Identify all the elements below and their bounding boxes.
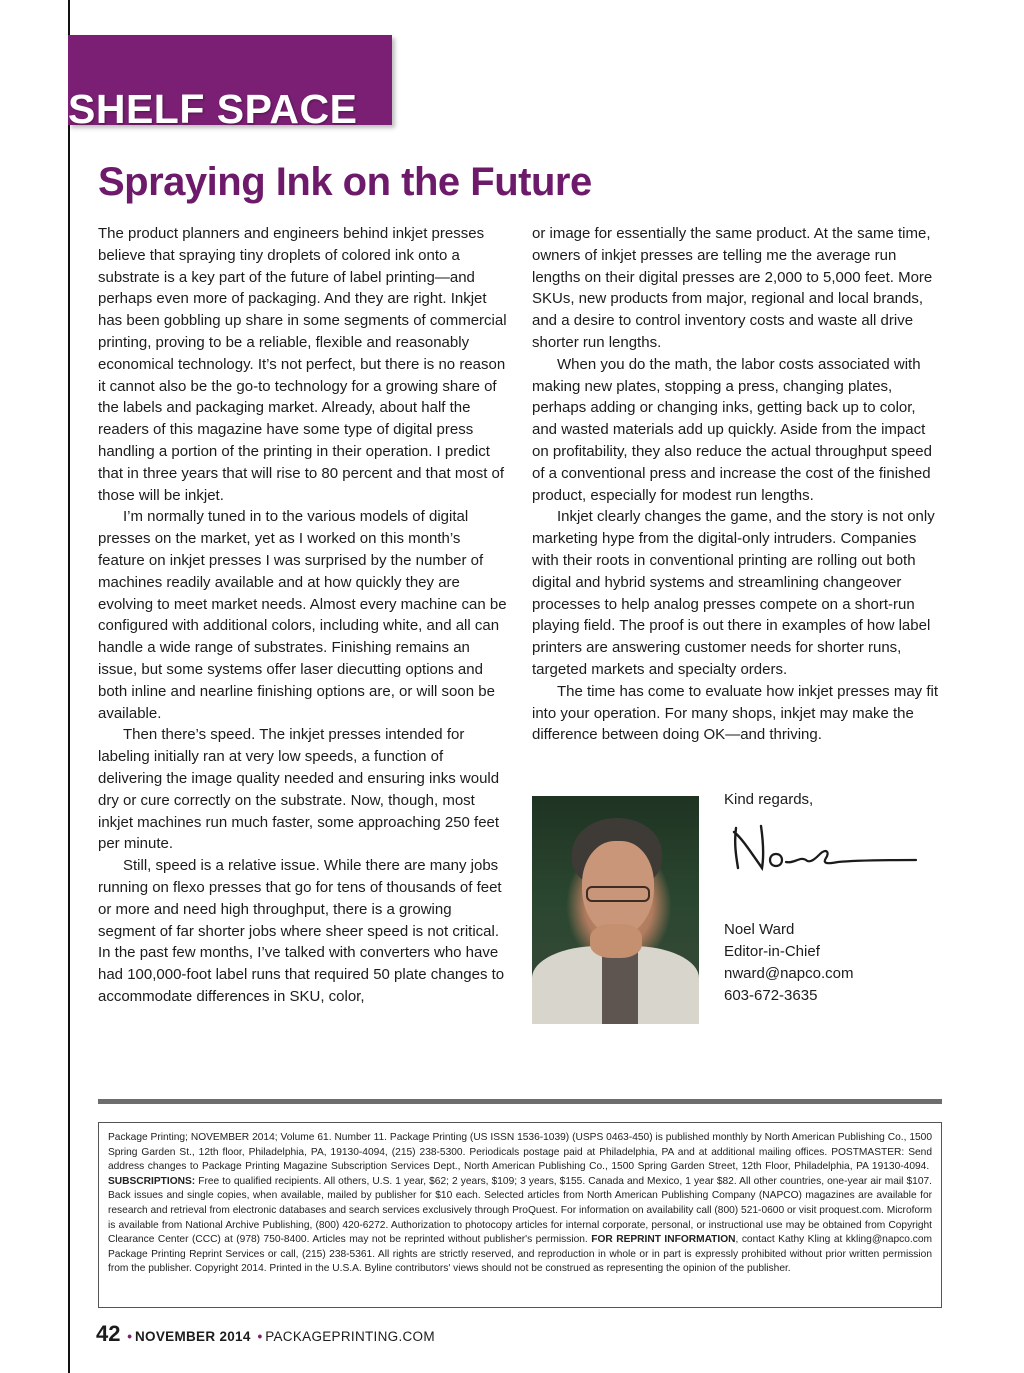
paragraph: or image for essentially the same product. At the same time, owners of inkjet presses are telling me the average run lengths on their digital presses are 2,000 to 5,000 feet. More SKUs, new products from major, regional and local brands, and a desire to control inventory costs and waste all drive shorter run lengths. <box>532 225 933 351</box>
photo-hand <box>590 924 642 958</box>
author-photo <box>532 796 699 1024</box>
author-name: Noel Ward <box>724 921 795 938</box>
article-column-left <box>98 223 510 1008</box>
section-label: SHELF SPACE <box>68 86 358 132</box>
author-email[interactable]: nward@napco.com <box>724 965 854 982</box>
article-column-right <box>532 223 944 746</box>
paragraph: Then there’s speed. The inkjet presses intended for labeling initially ran at very low speeds, a function of delivering the image quality needed and ensuring inks would dry or cure correctly on the substrate. Now, though, most inkjet machines run much faster, some approaching 250 feet per minute. <box>98 726 500 853</box>
paragraph: When you do the math, the labor costs associated with making new plates, stopping a press, changing plates, perhaps adding or changing inks, getting back up to color, and wasted materials add up quickly. Aside from the impact on profitability, they also reduce the actual throughput speed of a conventional press and increase the cost of the finished product, especially for modest run lengths. <box>532 355 932 504</box>
closing-line: Kind regards, <box>724 791 814 808</box>
website-link[interactable]: PACKAGEPRINTING.COM <box>265 1329 435 1344</box>
publication-statement <box>98 1122 942 1308</box>
author-title: Editor-in-Chief <box>724 943 820 960</box>
issue-date: NOVEMBER 2014 <box>134 1329 251 1344</box>
page-number: 42 <box>96 1321 121 1346</box>
paragraph: I’m normally tuned in to the various models of digital presses on the market, yet as I worked on this month’s feature on inkjet presses I was surprised by the number of machines readily available and at how quickly they are evolving to meet market needs. Almost every machine can be configured with additional colors, including white, and all can handle a wide range of substrates. Finishing remains an issue, but some systems offer laser diecutting options and both inline and nearline finishing options are, or will soon be available. <box>98 508 507 722</box>
author-signature <box>728 818 923 878</box>
page-margin-rule <box>68 0 70 1373</box>
paragraph: Still, speed is a relative issue. While there are many jobs running on flexo presses that go for tens of thousands of feet or more and need high throughput, there is a growing segment of far shorter jobs where sheer speed is not critical. In the past few months, I’ve talked with converters who have had 100,000-foot label runs that required 50 plate changes to accommodate differences in SKU, color, <box>98 857 505 1005</box>
paragraph: The product planners and engineers behind inkjet presses believe that spraying tiny droplets of colored ink onto a substrate is a key part of the future of label printing—and perhaps even more of packaging. And they are right. Inkjet has been gobbling up share in some segments of commercial printing, proving to be a reliable, flexible and reasonably economical technology. It’s not perfect, but there is no reason it cannot also be the go-to technology for a growing share of the labels and packaging market. Already, about half the readers of this magazine have some type of digital press handling a portion of the printing in their operation. I predict that in three years that will rise to 80 percent and that most of those will be inkjet. <box>98 225 507 504</box>
paragraph: Inkjet clearly changes the game, and the story is not only marketing hype from the digital-only intruders. Companies with their roots in conventional printing are rolling out both digital and hybrid systems and streamlining changeover processes to help analog presses compete on a short-run playing field. The proof is out there in examples of how label printers are answering customer needs for shorter runs, targeted markets and specialty orders. <box>532 508 935 678</box>
legal-text: Package Printing; NOVEMBER 2014; Volume 61. Number 11. Package Printing (US ISSN 1536-1039) (USPS 0463-450) is published monthly by North American Publishing Co., 1500 Spring Garden St., 12th floor, Philadelphia, PA, 19130-4094, (215) 238-5300. Periodicals postage paid at Philadelphia, PA and at additional mailing offices. POSTMASTER: Send address changes to Package Printing Magazine Subscription Services Dept., North American Publishing Co., 1500 Spring Garden Street, 12th Floor, Philadelphia, PA 19130-4094. <box>108 1132 932 1173</box>
article-title: Spraying Ink on the Future <box>98 160 592 204</box>
folio-separator: • <box>257 1329 263 1344</box>
photo-glasses <box>586 886 650 902</box>
footer-divider <box>98 1099 942 1104</box>
legal-text: , contact Kathy Kling at kkling@napco.com Package Printing Reprint Services or call, (215) 238-5361. All rights are strictly reserved, and reproduction in whole or in part is expressly prohibited without prior written permission from the publisher. Copyright 2014. Printed in the U.S.A. Byline contributors' views should not be construed as representing the opinion of the publisher. <box>108 1234 933 1275</box>
legal-text: Free to qualified recipients. All others, U.S. 1 year, $62; 2 years, $109; 3 years, $155. Canada and Mexico, 1 year $82. All other countries, one-year air mail $107. Back issues and single copies, when available, mailed by publisher for $10 each. Selected articles from North American Publishing Company (NAPCO) magazines are available for research and retrieval from electronic databases and search services exclusively through ProQuest. For information on availability call (800) 521-0600 or visit proquest.com. Microform is available from National Archive Publishing, (800) 420-6272. Authorization to photocopy articles for internal corporate, personal, or instructional use may be obtained from Copyright Clearance Center (CCC) at (978) 750-8400. Articles may not be reprinted without publisher's permission. <box>108 1175 932 1246</box>
paragraph: The time has come to evaluate how inkjet presses may fit into your operation. For many shops, inkjet may make the difference between doing OK—and thriving. <box>532 682 939 744</box>
author-phone: 603-672-3635 <box>724 987 818 1004</box>
page-folio <box>96 1321 435 1350</box>
subscriptions-label: SUBSCRIPTIONS: <box>108 1175 196 1187</box>
reprint-label: FOR REPRINT INFORMATION <box>591 1234 736 1246</box>
folio-separator: • <box>127 1329 132 1344</box>
